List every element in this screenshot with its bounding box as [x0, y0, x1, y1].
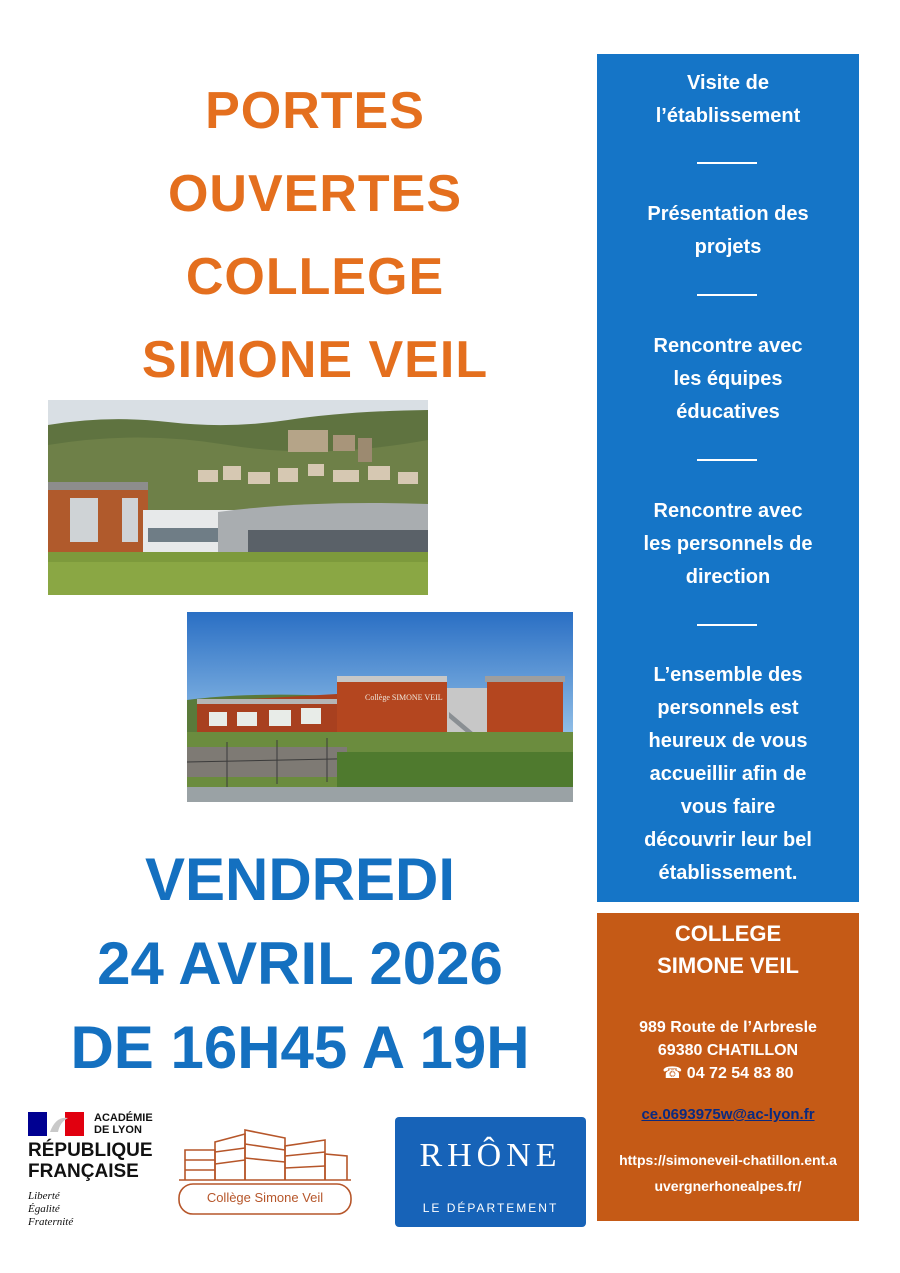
- academie-label: ACADÉMIE DE LYON: [94, 1112, 153, 1136]
- event-date: [20, 838, 580, 1090]
- title-line-3: COLLEGE: [185, 248, 445, 306]
- contact-school-name: COLLEGE SIMONE VEIL: [657, 921, 799, 978]
- republique-label: RÉPUBLIQUE FRANÇAISE: [28, 1140, 153, 1182]
- event-date-text: 24 AVRIL 2026: [97, 930, 503, 997]
- french-flag-icon: [28, 1112, 84, 1136]
- program-separator: [697, 162, 757, 164]
- rhone-departement-logo: [395, 1117, 586, 1227]
- rhone-logo-name: RHÔNE: [419, 1137, 562, 1174]
- contact-website-link[interactable]: https://simoneveil-chatillon.ent.auvergnerhonealpes.fr/: [619, 1152, 837, 1194]
- rhone-logo-subtitle: LE DÉPARTEMENT: [422, 1201, 559, 1215]
- program-separator: [697, 294, 757, 296]
- college-building-icon: [175, 1120, 355, 1220]
- title-line-1: PORTES: [205, 82, 425, 140]
- contact-phone: ☎ 04 72 54 83 80: [662, 1065, 794, 1082]
- poster-title: [40, 70, 590, 402]
- contact-box: [597, 913, 859, 1221]
- program-item-welcome: L’ensemble des personnels est heureux de vous accueillir afin de vous faire découvrir leur bel établissement.: [644, 664, 812, 884]
- program-item-projects: Présentation des projets: [647, 203, 809, 258]
- program-separator: [697, 459, 757, 461]
- college-photo-front: [187, 612, 573, 802]
- program-separator: [697, 624, 757, 626]
- program-item-visit: Visite de l’établissement: [655, 72, 801, 127]
- contact-address: 989 Route de l’Arbresle 69380 CHATILLON ☎ 04 72 54 83 80: [597, 1016, 859, 1085]
- college-photo-hillside: [48, 400, 428, 595]
- college-logo: [175, 1120, 355, 1220]
- program-item-teams: Rencontre avec les équipes éducatives: [653, 335, 803, 423]
- title-line-4: SIMONE VEIL: [141, 331, 489, 389]
- republique-motto: Liberté Égalité Fraternité: [28, 1190, 74, 1228]
- program-item-direction: Rencontre avec les personnels de direction: [643, 500, 813, 588]
- program-box: [597, 54, 859, 902]
- event-day: VENDREDI: [144, 846, 456, 913]
- contact-email-link[interactable]: ce.0693975w@ac-lyon.fr: [641, 1106, 815, 1123]
- republique-francaise-logo: [28, 1110, 168, 1240]
- event-hours: DE 16H45 A 19H: [70, 1014, 530, 1081]
- svg-text:Collège SIMONE VEIL: Collège SIMONE VEIL: [365, 693, 443, 702]
- title-line-2: OUVERTES: [167, 165, 463, 223]
- college-logo-label: Collège Simone Veil: [206, 1190, 324, 1205]
